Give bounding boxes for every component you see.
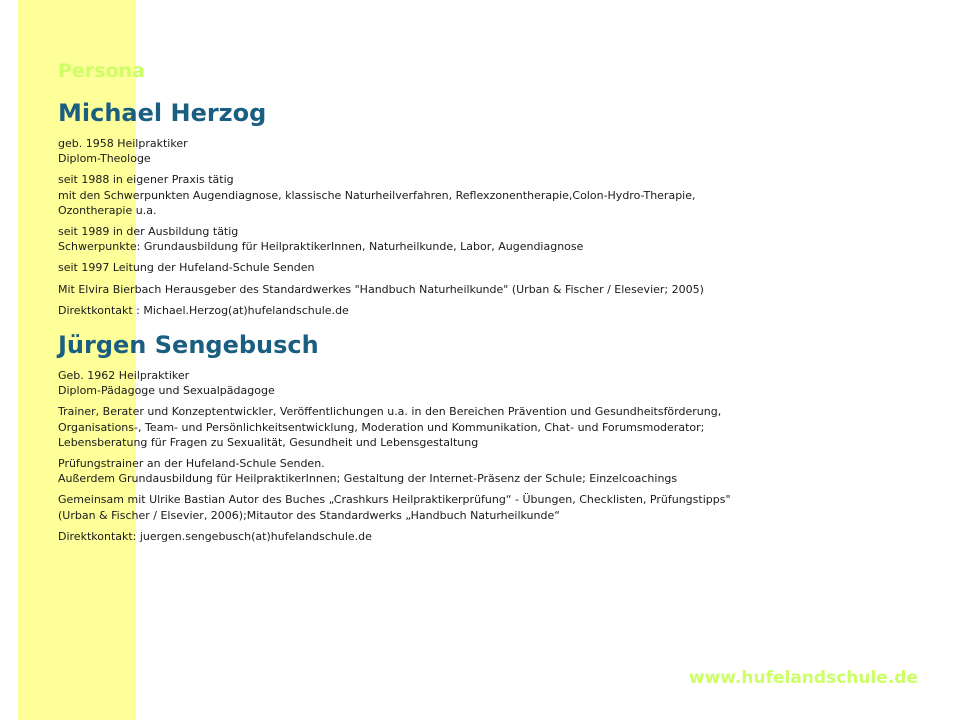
bio-line: Geb. 1962 Heilpraktiker xyxy=(58,369,190,383)
bio-line: geb. 1958 Heilpraktiker xyxy=(58,137,188,150)
person-name-heading: Jürgen Sengebusch xyxy=(58,331,319,360)
page-title: Persona xyxy=(58,60,145,82)
bio-line: Diplom-Pädagoge und Sexualpädagoge xyxy=(58,384,275,398)
bio-line: Direktkontakt : Michael.Herzog(at)hufelandschule.de xyxy=(58,303,349,317)
bio-line: Außerdem Grundausbildung für HeilpraktikerInnen; Gestaltung der Internet-Präsenz der Schule; Einzelcoachings xyxy=(58,472,678,486)
main-content xyxy=(58,58,918,550)
bio-paragraph xyxy=(58,456,918,486)
bio-paragraph xyxy=(58,224,918,254)
bio-paragraph xyxy=(58,404,918,450)
bio-line: Trainer, Berater und Konzeptentwickler, Veröffentlichungen u.a. in den Bereichen Prävention und Gesundheitsförderung, xyxy=(58,405,722,419)
bio-line: Mit Elvira Bierbach Herausgeber des Standardwerkes "Handbuch Naturheilkunde" (Urban & Fischer / Elesevier; 2005) xyxy=(58,282,704,296)
bio-line: Prüfungstrainer an der Hufeland-Schule Senden. xyxy=(58,457,325,471)
bio-paragraph xyxy=(58,282,918,297)
bio-line: seit 1997 Leitung der Hufeland-Schule Senden xyxy=(58,261,315,275)
bio-line: mit den Schwerpunkten Augendiagnose, klassische Naturheilverfahren, Reflexzonentherapie,Colon-Hydro-Therapie, xyxy=(58,188,696,202)
bio-line: Diplom-Theologe xyxy=(58,152,151,166)
bio-paragraph xyxy=(58,368,918,398)
bio-paragraph xyxy=(58,492,918,522)
bio-line: seit 1989 in der Ausbildung tätig xyxy=(58,225,239,239)
bio-line: Ozontherapie u.a. xyxy=(58,203,157,217)
bio-paragraph xyxy=(58,303,918,318)
bio-line: (Urban & Fischer / Elsevier, 2006);Mitautor des Standardwerks „Handbuch Naturheilkunde“ xyxy=(58,508,560,522)
bio-line: Lebensberatung für Fragen zu Sexualität, Gesundheit und Lebensgestaltung xyxy=(58,435,479,449)
bio-line: Direktkontakt: juergen.sengebusch(at)hufelandschule.de xyxy=(58,529,372,543)
website-url[interactable]: www.hufelandschule.de xyxy=(688,668,918,688)
bio-line: seit 1988 in eigener Praxis tätig xyxy=(58,173,234,187)
bio-paragraph xyxy=(58,172,918,218)
bio-paragraph xyxy=(58,260,918,275)
bio-line: Gemeinsam mit Ulrike Bastian Autor des Buches „Crashkurs Heilpraktikerprüfung“ - Übungen, Checklisten, Prüfungstipps" xyxy=(58,493,731,507)
bio-line: Organisations-, Team- und Persönlichkeitsentwicklung, Moderation und Kommunikation, Chat- und Forumsmoderator; xyxy=(58,420,705,434)
person-section-juergen xyxy=(58,330,918,544)
person-paragraphs xyxy=(58,136,918,318)
person-section-michael xyxy=(58,98,918,318)
bio-paragraph xyxy=(58,136,918,166)
bio-paragraph xyxy=(58,529,918,544)
person-paragraphs xyxy=(58,368,918,544)
bio-line: Schwerpunkte: Grundausbildung für HeilpraktikerInnen, Naturheilkunde, Labor, Augendiagnose xyxy=(58,240,584,254)
person-name-heading: Michael Herzog xyxy=(58,99,267,127)
